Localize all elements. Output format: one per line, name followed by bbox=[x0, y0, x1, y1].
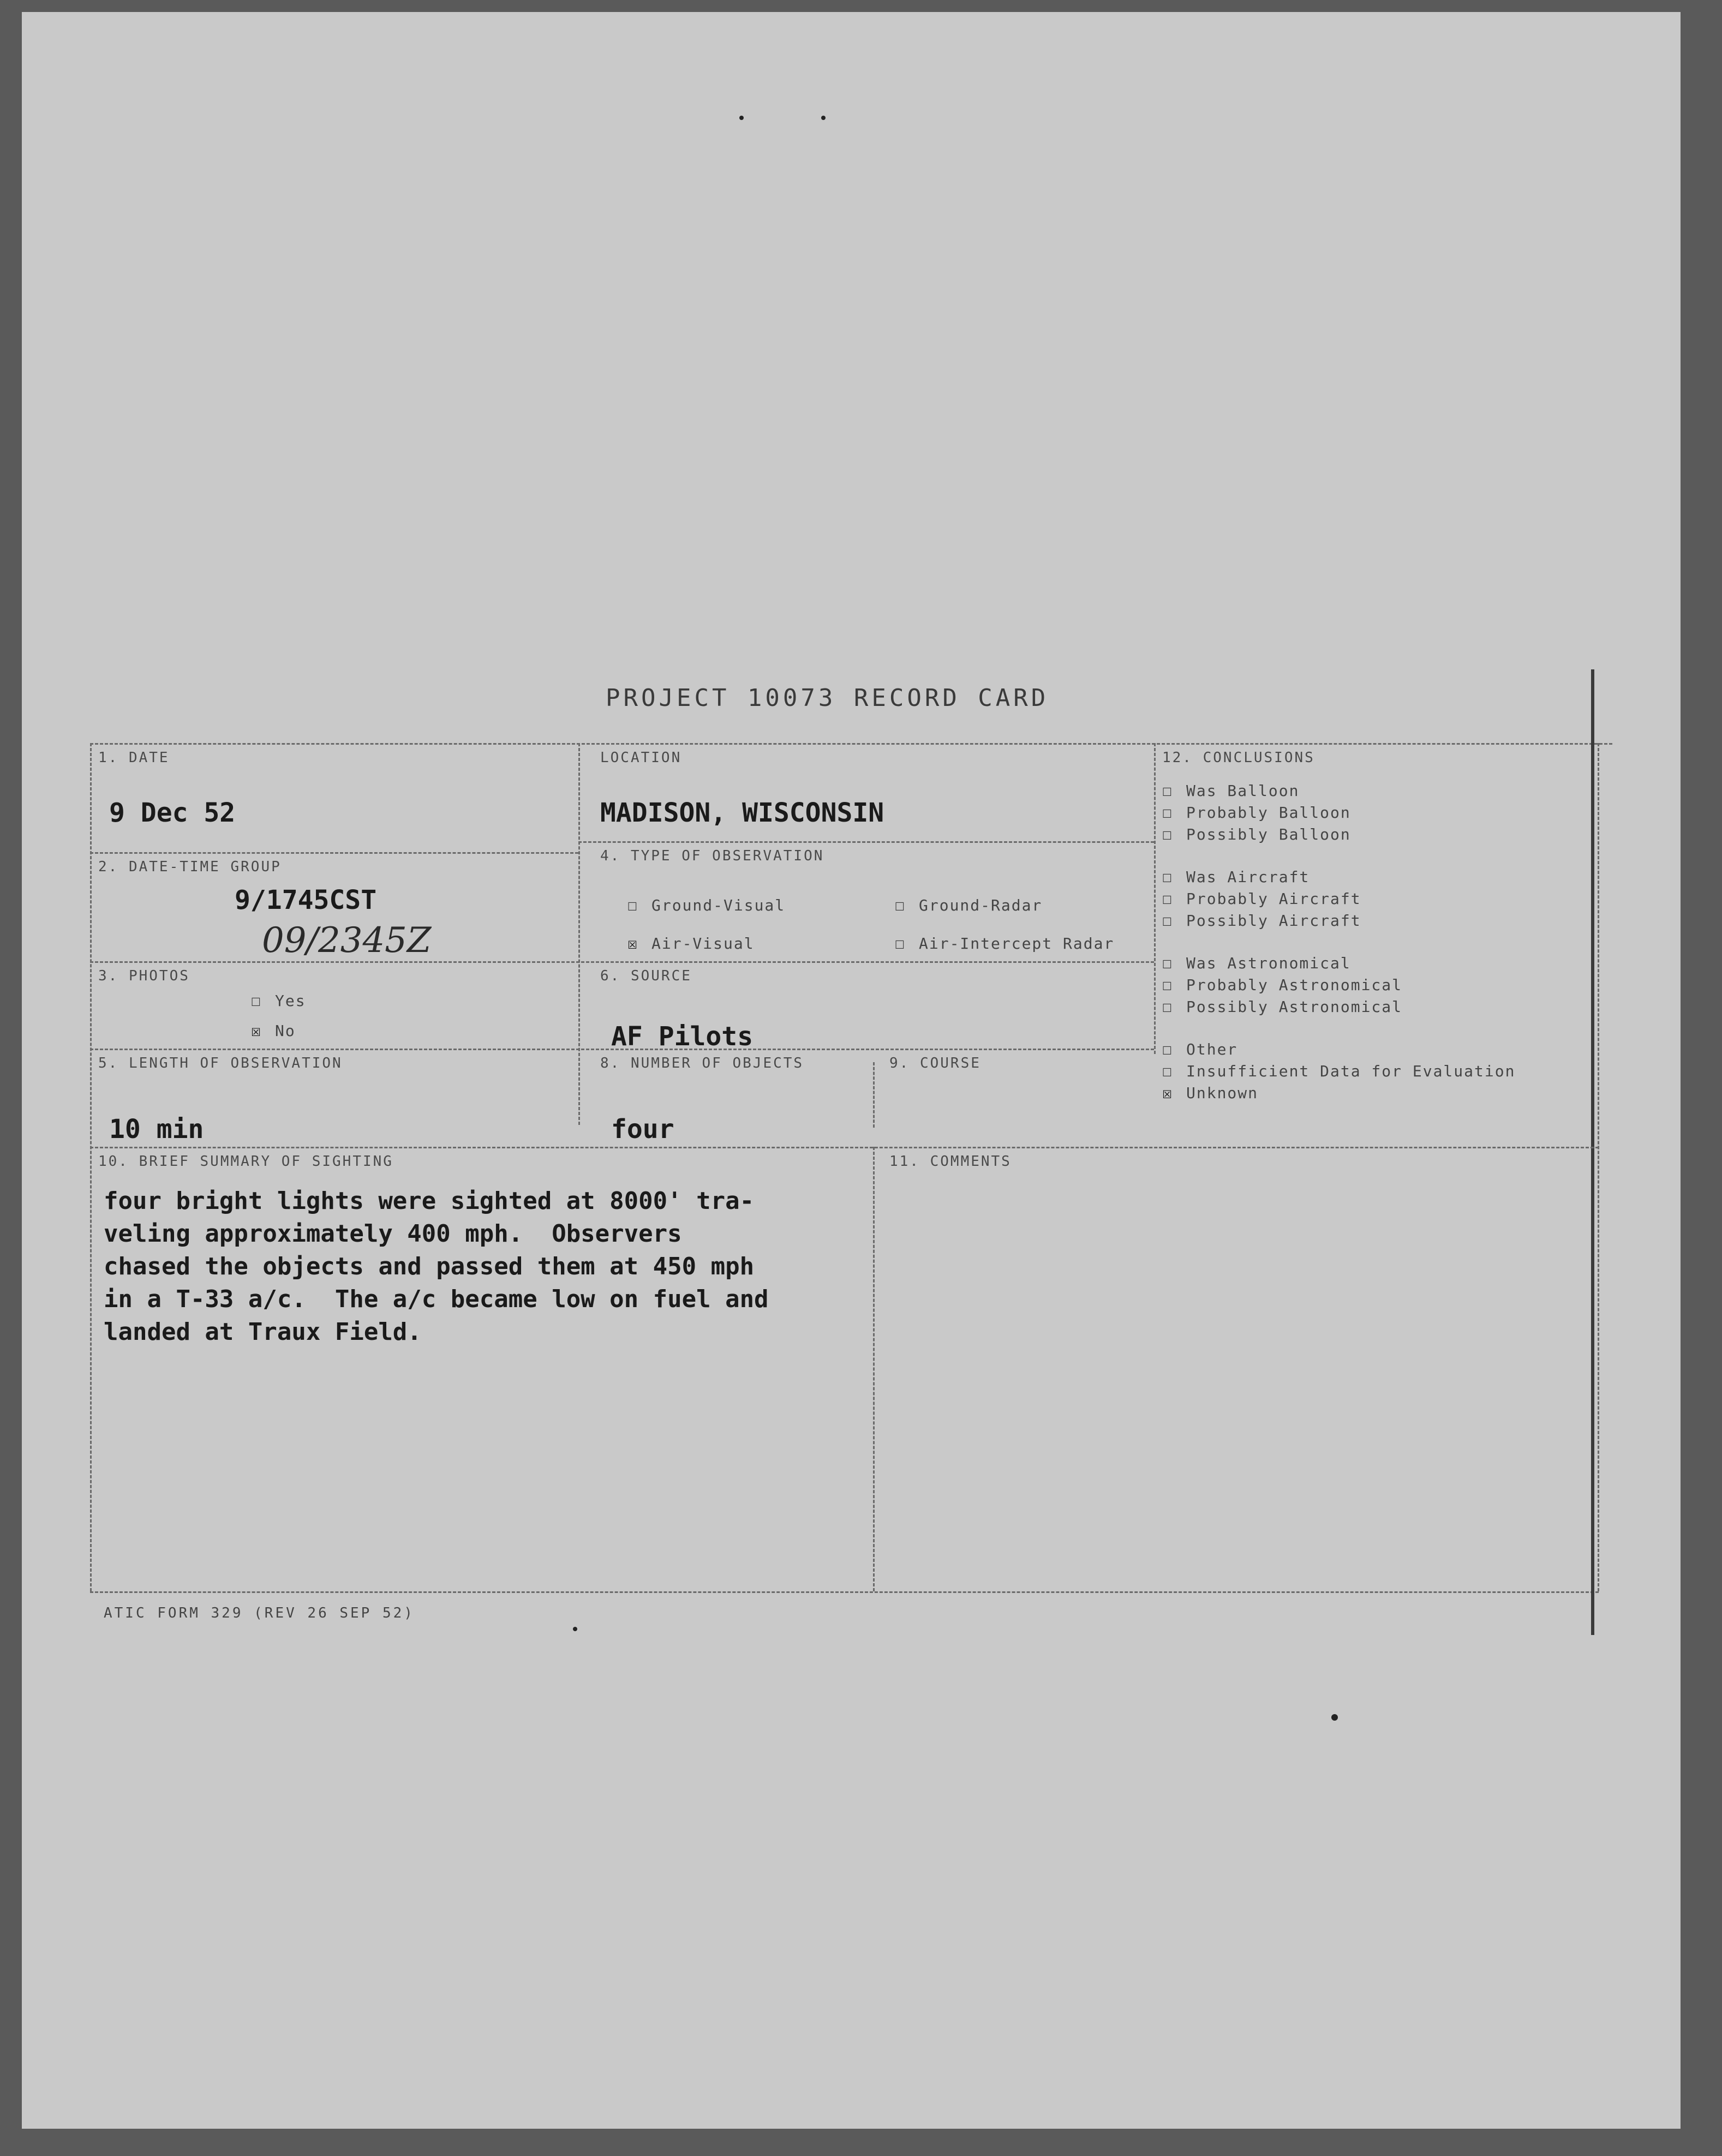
conclusion-option bbox=[1162, 1062, 1515, 1081]
checkbox-icon: ☐ bbox=[1162, 1062, 1174, 1081]
scan-speck bbox=[1331, 1714, 1338, 1721]
checkbox-icon: ☐ bbox=[1162, 911, 1174, 930]
divider-date-row bbox=[90, 852, 578, 854]
photos-no-label: No bbox=[275, 1022, 296, 1040]
ground-visual-option bbox=[627, 896, 785, 915]
type-of-observation-label: 4. TYPE OF OBSERVATION bbox=[600, 848, 824, 864]
conclusion-option-label: Was Aircraft bbox=[1186, 868, 1310, 886]
conclusion-option bbox=[1162, 803, 1351, 822]
conclusion-option bbox=[1162, 1040, 1237, 1059]
divider-summary-comments bbox=[873, 1147, 875, 1591]
card-top-border bbox=[90, 743, 1612, 745]
date-label: 1. DATE bbox=[98, 750, 170, 766]
checked-box-icon: ☒ bbox=[251, 1021, 262, 1040]
conclusion-option-label: Other bbox=[1186, 1040, 1238, 1058]
location-label: LOCATION bbox=[600, 750, 682, 766]
conclusion-option bbox=[1162, 825, 1351, 844]
conclusion-option-label: Was Balloon bbox=[1186, 782, 1300, 800]
source-label: 6. SOURCE bbox=[600, 968, 692, 984]
conclusion-option-label: Insufficient Data for Evaluation bbox=[1186, 1062, 1516, 1080]
number-of-objects-label: 8. NUMBER OF OBJECTS bbox=[600, 1055, 804, 1071]
number-of-objects-value: four bbox=[611, 1114, 674, 1145]
date-value: 9 Dec 52 bbox=[109, 798, 236, 828]
summary-label: 10. BRIEF SUMMARY OF SIGHTING bbox=[98, 1153, 393, 1170]
card-title: PROJECT 10073 RECORD CARD bbox=[606, 684, 1049, 712]
photos-yes-option bbox=[251, 991, 306, 1010]
checkbox-icon: ☐ bbox=[1162, 781, 1174, 800]
checkbox-icon: ☐ bbox=[1162, 825, 1174, 844]
ground-visual-label: Ground-Visual bbox=[651, 896, 786, 914]
checkbox-icon: ☐ bbox=[251, 991, 262, 1010]
photos-no-option bbox=[251, 1021, 296, 1040]
conclusion-option bbox=[1162, 889, 1361, 908]
gmt-handwritten-value: 09/2345Z bbox=[262, 920, 432, 961]
checkbox-icon: ☐ bbox=[1162, 954, 1174, 973]
scan-speck bbox=[739, 116, 744, 120]
conclusion-option bbox=[1162, 911, 1361, 930]
date-time-group-label: 2. DATE-TIME GROUP bbox=[98, 859, 282, 875]
air-visual-option bbox=[627, 934, 755, 953]
air-intercept-radar-option bbox=[895, 934, 1114, 953]
conclusion-option-label: Probably Balloon bbox=[1186, 804, 1351, 822]
checkbox-icon: ☐ bbox=[1162, 803, 1174, 822]
location-value: MADISON, WISCONSIN bbox=[600, 798, 884, 828]
scan-speck bbox=[573, 1627, 577, 1631]
source-value: AF Pilots bbox=[611, 1021, 754, 1052]
checkbox-icon: ☐ bbox=[627, 896, 639, 915]
conclusion-option-label: Probably Aircraft bbox=[1186, 890, 1361, 908]
divider-col2 bbox=[1154, 743, 1156, 1054]
card-right-border bbox=[1598, 743, 1599, 1591]
length-value: 10 min bbox=[109, 1114, 204, 1145]
course-label: 9. COURSE bbox=[889, 1055, 981, 1071]
card-left-border bbox=[90, 743, 92, 1591]
local-time-value: 9/1745CST bbox=[235, 885, 377, 915]
air-intercept-radar-label: Air-Intercept Radar bbox=[919, 935, 1115, 953]
conclusion-option-label: Probably Astronomical bbox=[1186, 976, 1403, 994]
divider-location-row bbox=[578, 841, 1154, 843]
conclusion-option bbox=[1162, 781, 1299, 800]
checkbox-icon: ☐ bbox=[1162, 975, 1174, 995]
divider-objects-course bbox=[873, 1062, 875, 1128]
checked-box-icon: ☒ bbox=[627, 934, 639, 953]
conclusion-option-label: Possibly Aircraft bbox=[1186, 912, 1361, 930]
length-label: 5. LENGTH OF OBSERVATION bbox=[98, 1055, 343, 1071]
photos-yes-label: Yes bbox=[275, 992, 306, 1010]
checkbox-icon: ☐ bbox=[1162, 997, 1174, 1016]
scan-speck bbox=[821, 116, 826, 120]
conclusion-option-label: Unknown bbox=[1186, 1084, 1259, 1102]
scanned-page bbox=[22, 12, 1681, 2129]
air-visual-label: Air-Visual bbox=[651, 935, 755, 953]
ground-radar-option bbox=[895, 896, 1042, 915]
conclusion-option bbox=[1162, 1083, 1258, 1103]
divider-col1 bbox=[578, 743, 580, 1125]
checkbox-icon: ☐ bbox=[1162, 867, 1174, 887]
divider-photos-row bbox=[90, 961, 1154, 963]
scan-edge-line bbox=[1591, 669, 1594, 1635]
form-number: ATIC FORM 329 (REV 26 SEP 52) bbox=[104, 1605, 415, 1621]
photos-label: 3. PHOTOS bbox=[98, 968, 190, 984]
checked-box-icon: ☒ bbox=[1162, 1083, 1174, 1103]
checkbox-icon: ☐ bbox=[895, 896, 906, 915]
conclusion-option bbox=[1162, 867, 1310, 887]
divider-summary-row bbox=[90, 1147, 1599, 1148]
checkbox-icon: ☐ bbox=[1162, 1040, 1174, 1059]
conclusion-option-label: Possibly Balloon bbox=[1186, 825, 1351, 843]
ground-radar-label: Ground-Radar bbox=[919, 896, 1043, 914]
conclusion-option bbox=[1162, 975, 1402, 995]
conclusion-option-label: Was Astronomical bbox=[1186, 954, 1351, 972]
checkbox-icon: ☐ bbox=[895, 934, 906, 953]
conclusion-option-label: Possibly Astronomical bbox=[1186, 998, 1403, 1016]
comments-label: 11. COMMENTS bbox=[889, 1153, 1012, 1170]
card-bottom-border bbox=[90, 1591, 1599, 1593]
summary-text: four bright lights were sighted at 8000' tra- veling approximately 400 mph. Observers chased the objects and passed them at 450 mph in a T-33 a/c. The a/c became low on fuel and landed at Traux Field. bbox=[104, 1187, 769, 1346]
checkbox-icon: ☐ bbox=[1162, 889, 1174, 908]
conclusion-option bbox=[1162, 954, 1351, 973]
conclusion-option bbox=[1162, 997, 1402, 1016]
conclusions-label: 12. CONCLUSIONS bbox=[1162, 750, 1315, 766]
